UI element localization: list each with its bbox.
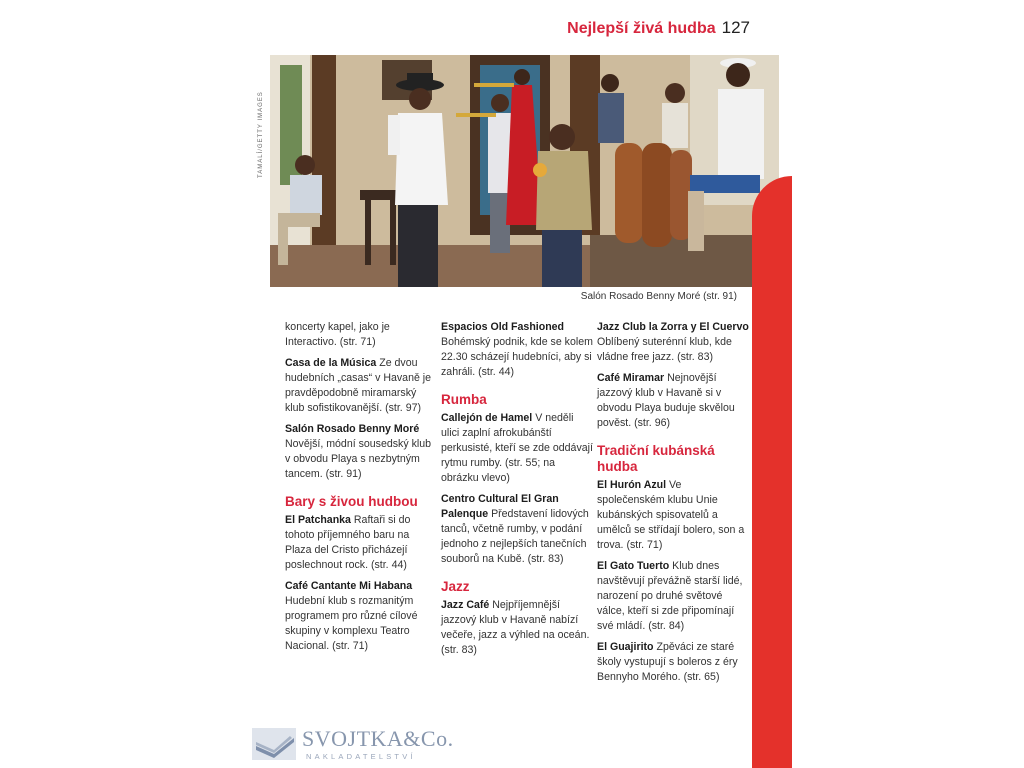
red-side-bar [752, 176, 792, 768]
venue-name: Casa de la Música [285, 357, 377, 369]
venue-entry [597, 559, 749, 634]
venue-description: Nejpříjemnější jazzový klub v Havaně nabízí večeře, jazz a výhled na oceán. (str. 83) [441, 599, 590, 656]
photo-caption: Salón Rosado Benny Moré (str. 91) [580, 291, 737, 302]
venue-entry [441, 320, 593, 380]
venue-name: El Guajirito [597, 641, 654, 653]
venue-entry [597, 640, 749, 685]
venue-name: Espacios Old Fashioned [441, 321, 565, 333]
section-heading: Jazz [441, 579, 470, 594]
venue-name: Callejón de Hamel [441, 412, 533, 424]
page-header [540, 18, 750, 38]
publisher-logo [250, 724, 454, 768]
venue-entry [285, 422, 437, 482]
section-heading: Bary s živou hudbou [285, 494, 418, 509]
venue-description: Novější, módní sousedský klub v obvodu Playa s nezbytným tancem. (str. 91) [285, 438, 432, 480]
venue-name: Café Cantante Mi Habana [285, 580, 413, 592]
venue-name: Salón Rosado Benny Moré [285, 423, 420, 435]
venue-name: El Hurón Azul [597, 479, 667, 491]
venue-description: V neděli ulici zaplní afrokubánští perkusisté, kteří se zde oddávají rytmu rumby. (str. 55; na obrázku vlevo) [441, 412, 593, 484]
venue-description: Bohémský podnik, kde se kolem 22.30 scházejí hudebníci, aby si zahráli. (str. 44) [441, 336, 593, 378]
venue-name: Centro Cultural El Gran Palenque [441, 493, 559, 520]
venue-name: Jazz Club la Zorra y El Cuervo [597, 321, 749, 333]
venue-entry [441, 598, 593, 658]
venue-entry [285, 513, 437, 573]
book-icon [250, 724, 298, 764]
venue-description: Oblíbený suterénní klub, kde vládne free jazz. (str. 83) [597, 336, 732, 363]
venue-entry [285, 579, 437, 654]
page-number: 127 [721, 18, 750, 37]
venue-entry [597, 371, 749, 431]
venue-entry [285, 320, 437, 350]
venue-description: Představení lidových tanců, včetně rumby, v podání jednoho z nejlepších tanečních souborů na Kubě. (str. 83) [441, 508, 589, 565]
section-heading: Rumba [441, 392, 487, 407]
venue-description: Klub dnes navštěvují převážně starší lidé, narození po druhé světové válce, kteří si zde připomínají své mládí. (str. 84) [597, 560, 743, 632]
text-column-3 [597, 320, 749, 691]
venue-description: Zpěváci ze staré školy vystupují s boleros z éry Bennyho Morého. (str. 65) [597, 641, 738, 683]
publisher-subtitle: NAKLADATELSTVÍ [306, 752, 416, 761]
venue-entry [597, 320, 749, 365]
venue-description: koncerty kapel, jako je Interactivo. (str. 71) [285, 321, 390, 348]
venue-entry [597, 478, 749, 553]
page-title: Nejlepší živá hudba [567, 20, 716, 37]
venue-description: Ve společenském klubu Unie kubánských spisovatelů a umělců se střídají bolero, son a trova. (str. 71) [597, 479, 745, 551]
venue-entry [441, 411, 593, 486]
venue-entry [285, 356, 437, 416]
band-photo-illustration [270, 55, 779, 287]
band-photo [270, 55, 779, 287]
text-column-1 [285, 320, 437, 660]
venue-description: Ze dvou hudebních „casas“ v Havaně je pravděpodobně miramarský klub sofistikovanější. (str. 97) [285, 357, 432, 414]
venue-name: Café Miramar [597, 372, 665, 384]
text-column-2 [441, 320, 593, 664]
photo-credit: TAMALÍ/GETTY IMAGES [258, 91, 264, 178]
venue-name: El Gato Tuerto [597, 560, 670, 572]
publisher-name: SVOJTKA&Co. [302, 726, 454, 751]
venue-name: Jazz Café [441, 599, 490, 611]
venue-description: Nejnovější jazzový klub v Havaně si v obvodu Playa buduje skvělou pověst. (str. 96) [597, 372, 735, 429]
venue-entry [441, 492, 593, 567]
section-heading: Tradiční kubánská hudba [597, 443, 715, 474]
venue-description: Hudební klub s rozmanitým programem pro různé cílové skupiny v komplexu Teatro Nacional. (str. 71) [285, 595, 418, 652]
venue-description: Raftaři si do tohoto příjemného baru na Plaza del Cristo přicházejí poslechnout rock. (str. 44) [285, 514, 411, 571]
venue-name: El Patchanka [285, 514, 351, 526]
